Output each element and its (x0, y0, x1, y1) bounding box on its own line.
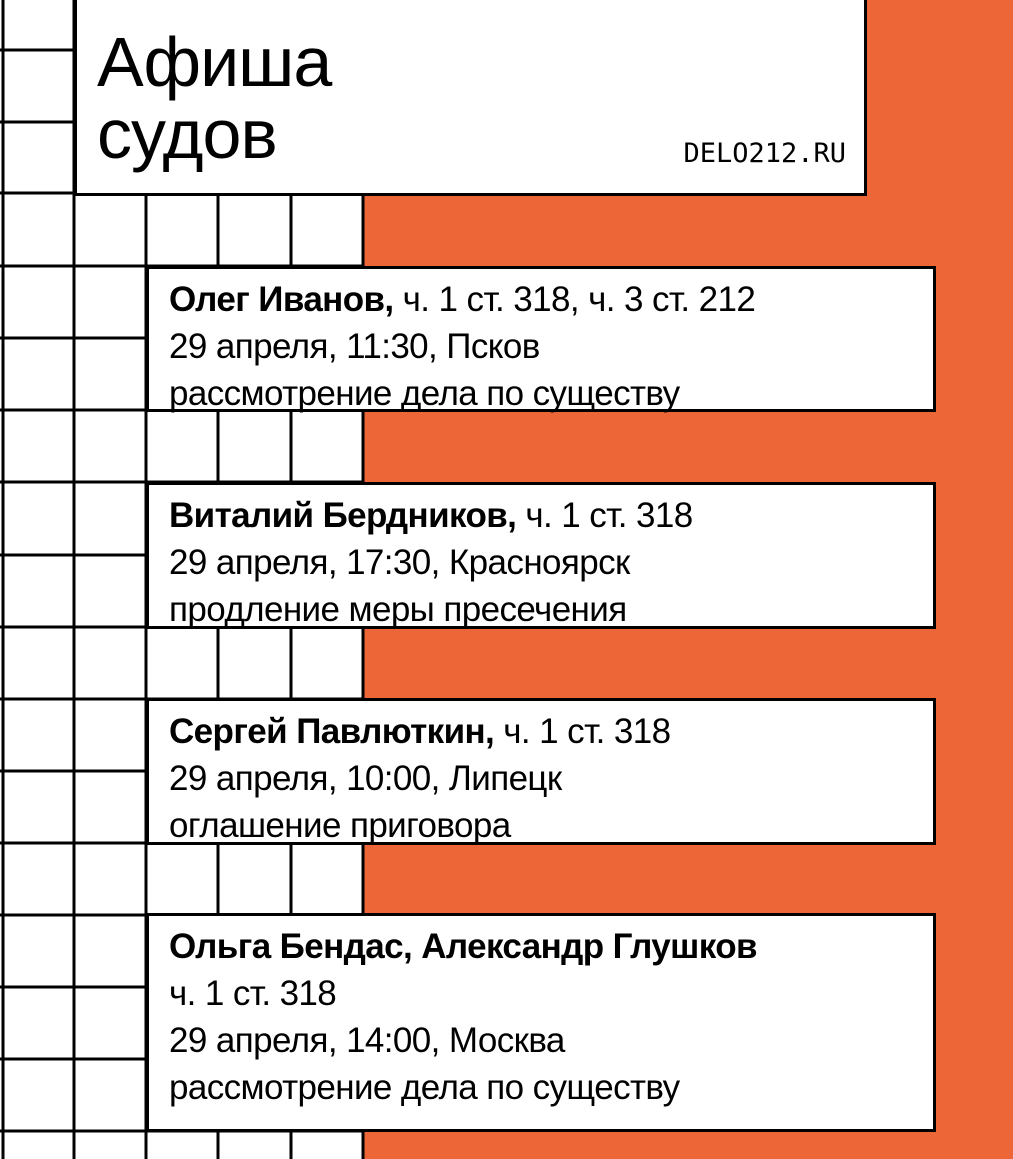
case-card (146, 698, 936, 845)
header-panel (74, 0, 867, 196)
case-stage: оглашение приговора (169, 806, 511, 845)
case-card (146, 482, 936, 629)
title-line-1: Афиша (97, 23, 332, 101)
case-card (146, 913, 936, 1132)
case-datetime-place: 29 апреля, 14:00, Москва (169, 1021, 565, 1060)
case-articles: ч. 1 ст. 318 (516, 496, 693, 535)
case-headline (169, 492, 933, 539)
defendant-names: Ольга Бендас, Александр Глушков (169, 927, 757, 966)
case-card (146, 266, 936, 412)
case-headline (169, 276, 933, 323)
page-title (97, 23, 332, 173)
case-articles: ч. 1 ст. 318, ч. 3 ст. 212 (393, 280, 756, 319)
title-line-2: судов (97, 95, 277, 173)
case-stage: рассмотрение дела по существу (169, 374, 680, 413)
case-datetime-place: 29 апреля, 11:30, Псков (169, 327, 540, 366)
case-stage: продление меры пресечения (169, 590, 627, 629)
defendant-names: Сергей Павлюткин, (169, 712, 495, 751)
case-datetime-place: 29 апреля, 17:30, Красноярск (169, 543, 630, 582)
case-articles: ч. 1 ст. 318 (169, 974, 337, 1013)
case-datetime-place: 29 апреля, 10:00, Липецк (169, 759, 562, 798)
site-url: DELO212.RU (683, 138, 846, 169)
case-headline (169, 708, 933, 755)
case-stage: рассмотрение дела по существу (169, 1068, 680, 1107)
defendant-names: Олег Иванов, (169, 280, 394, 319)
case-articles: ч. 1 ст. 318 (494, 712, 671, 751)
defendant-names: Виталий Бердников, (169, 496, 517, 535)
